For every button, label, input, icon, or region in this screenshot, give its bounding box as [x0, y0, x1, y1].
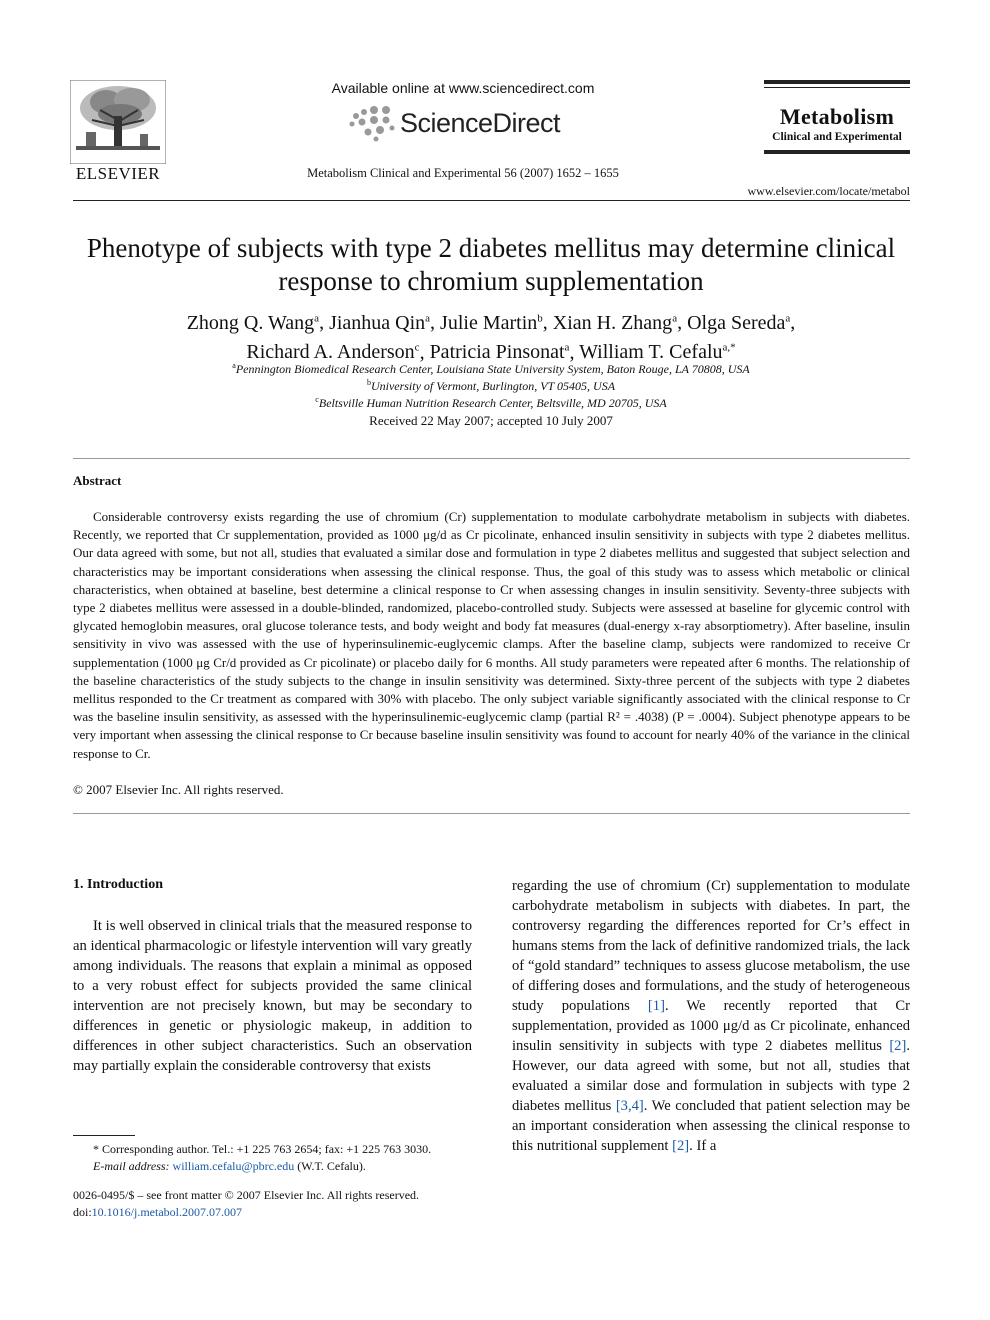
abstract-heading: Abstract [73, 473, 122, 488]
paragraph: regarding the use of chromium (Cr) supplementation to modulate carbohydrate metabolism in subjects with diabetes. In part, the controversy regarding the differences reported for Cr’s effect in humans stems from the lack of definitive randomized trials, the lack of “gold standard” techniques to assess glucose metabolism, the use of differing doses and formulations, and the study of heterogeneous study populations [1]. We recently reported that Cr supplementation, provided as 1000 μg/d as Cr picolinate, enhanced insulin sensitivity in subjects with type 2 diabetes mellitus [2]. However, our data agreed with some, but not all, studies that evaluated a similar dose and formulation in subjects with type 2 diabetes mellitus [3,4]. We concluded that patient selection may be an important consideration when assessing the clinical response to this nutritional supplement [2]. If a [512, 878, 910, 1154]
journal-logo-rule-bottom [764, 150, 910, 154]
sciencedirect-dots-icon [346, 104, 400, 144]
title-line: response to chromium supplementation [278, 266, 704, 296]
author[interactable]: Julie Martin$^b$ [440, 311, 543, 334]
affiliation: $^b$University of Vermont, Burlington, VT 05405, USA [366, 378, 616, 393]
body-column-left [73, 916, 472, 1076]
elsevier-tree-icon [70, 80, 166, 164]
journal-subtitle: Clinical and Experimental [772, 131, 902, 143]
author[interactable]: Patricia Pinsonat$^a$ [429, 341, 570, 364]
abstract-text: Considerable controversy exists regarding the use of chromium (Cr) supplementation to modulate carbohydrate metabolism in subjects with diabetes. Recently, we reported that Cr supplementation, provided as 1000 μg/d as Cr picolinate, enhanced insulin sensitivity in subjects with type 2 diabetes mellitus. Our data agreed with some, but not all, studies that evaluated a similar dose and formulation in type 2 diabetes mellitus and suggested that subject selection and characteristics may be important considerations when assessing the clinical response. Thus, the goal of this study was to assess which metabolic or clinical characteristics, when obtained at baseline, best determine a clinical response to Cr when assessing changes in insulin sensitivity. Seventy-three subjects with type 2 diabetes mellitus were assessed in a double-blinded, randomized, placebo-controlled study. Subjects were assessed at baseline for glycemic control with glycated hemoglobin measures, oral glucose tolerance tests, and body weight and body fat measures (dual-energy x-ray absorptiometry). After baseline, insulin sensitivity in vivo was assessed with the use of hyperinsulinemic-euglycemic clamps. After the baseline clamp, subjects were randomized to receive Cr supplementation (1000 μg Cr/d provided as Cr picolinate) or placebo daily for 6 months. All study parameters were repeated after 6 months. The relationship of the baseline characteristics of the study subjects to the change in insulin sensitivity was determined. Sixty-three percent of the subjects with type 2 diabetes mellitus responded to the Cr treatment as compared with 30% with placebo. The only subject variable significantly associated with the clinical response to Cr was the baseline insulin sensitivity, as assessed with the hyperinsulinemic-euglycemic clamp (partial R² = .4038) (P = .0004). Subject phenotype appears to be very important when assessing the clinical response to Cr because baseline insulin sensitivity was found to account for nearly 40% of the variance in the clinical response to Cr. [73, 509, 910, 761]
author[interactable]: Richard A. Anderson$^c$ [246, 341, 420, 364]
title-line: Phenotype of subjects with type 2 diabetes mellitus may determine clinical [86, 233, 896, 263]
author[interactable]: Zhong Q. Wang$^a$ [186, 311, 320, 334]
abstract-bottom-rule [73, 813, 910, 814]
article-title [60, 232, 922, 298]
email-link[interactable]: william.cefalu@pbrc.edu [172, 1159, 295, 1173]
elsevier-wordmark: ELSEVIER [75, 164, 161, 183]
abstract-copyright: © 2007 Elsevier Inc. All rights reserved. [73, 782, 284, 797]
abstract-top-rule [73, 458, 910, 459]
footnote-rule [73, 1135, 135, 1136]
sciencedirect-wordmark: ScienceDirect [400, 108, 561, 138]
header-divider [73, 200, 910, 201]
journal-logo-rule-top [764, 80, 910, 84]
affiliation: $^a$Pennington Biomedical Research Center, Louisiana State University System, Baton Rouge, LA 70808, USA [232, 361, 750, 376]
received-dates: Received 22 May 2007; accepted 10 July 2007 [369, 413, 613, 428]
author[interactable]: Jianhua Qin$^a$ [329, 311, 431, 334]
available-online-text: Available online at www.sciencedirect.com [331, 80, 595, 96]
author[interactable]: Xian H. Zhang$^a$ [552, 311, 678, 334]
author-line: Richard A. Anderson$^c$, Patricia Pinsonat$^a$, William T. Cefalu$^{a,*}$ [246, 341, 736, 364]
author[interactable]: Olga Sereda$^a$ [687, 311, 791, 334]
doi-link[interactable]: 10.1016/j.metabol.2007.07.007 [91, 1205, 242, 1219]
citation-link[interactable]: [1] [647, 998, 665, 1014]
citation-link[interactable]: [3,4] [615, 1098, 644, 1114]
front-matter-notice: 0026-0495/$ – see front matter © 2007 Elsevier Inc. All rights reserved. doi:10.1016/j.metabol.2007.07.007 [73, 1188, 420, 1219]
journal-title: Metabolism [779, 104, 895, 129]
elsevier-logo [70, 80, 166, 184]
body-column-right [512, 876, 910, 1156]
affiliation: $^c$Beltsville Human Nutrition Research Center, Beltsville, MD 20705, USA [315, 395, 667, 410]
journal-reference: Metabolism Clinical and Experimental 56 (2007) 1652 – 1655 [307, 166, 619, 180]
citation-link[interactable]: [2] [672, 1138, 690, 1154]
author-line: Zhong Q. Wang$^a$, Jianhua Qin$^a$, Julie Martin$^b$, Xian H. Zhang$^a$, Olga Sereda$^a$, [186, 311, 796, 334]
section-heading-introduction: 1. Introduction [73, 877, 163, 892]
author-list [60, 306, 922, 365]
sciencedirect-logo [346, 104, 586, 144]
journal-url-link[interactable]: www.elsevier.com/locate/metabol [747, 184, 910, 198]
author-corresponding[interactable]: William T. Cefalu$^{a,*}$ [579, 341, 736, 364]
paragraph: It is well observed in clinical trials that the measured response to an identical pharmacologic or lifestyle intervention will vary greatly among individuals. The reasons that explain a minimal as opposed to a very robust effect for subjects provided the same clinical intervention are not precisely known, but may be secondary to differences in genetic or physiologic makeup, in addition to differences in other subject characteristics. Such an observation may partially explain the considerable controversy that exists [73, 918, 472, 1074]
citation-link[interactable]: [2] [889, 1038, 907, 1054]
journal-logo-rule-thin [764, 87, 910, 88]
corresponding-author-footnote: * Corresponding author. Tel.: +1 225 763 2654; fax: +1 225 763 3030. E-mail address: william.cefalu@pbrc.edu (W.T. Cefalu). [93, 1142, 432, 1173]
